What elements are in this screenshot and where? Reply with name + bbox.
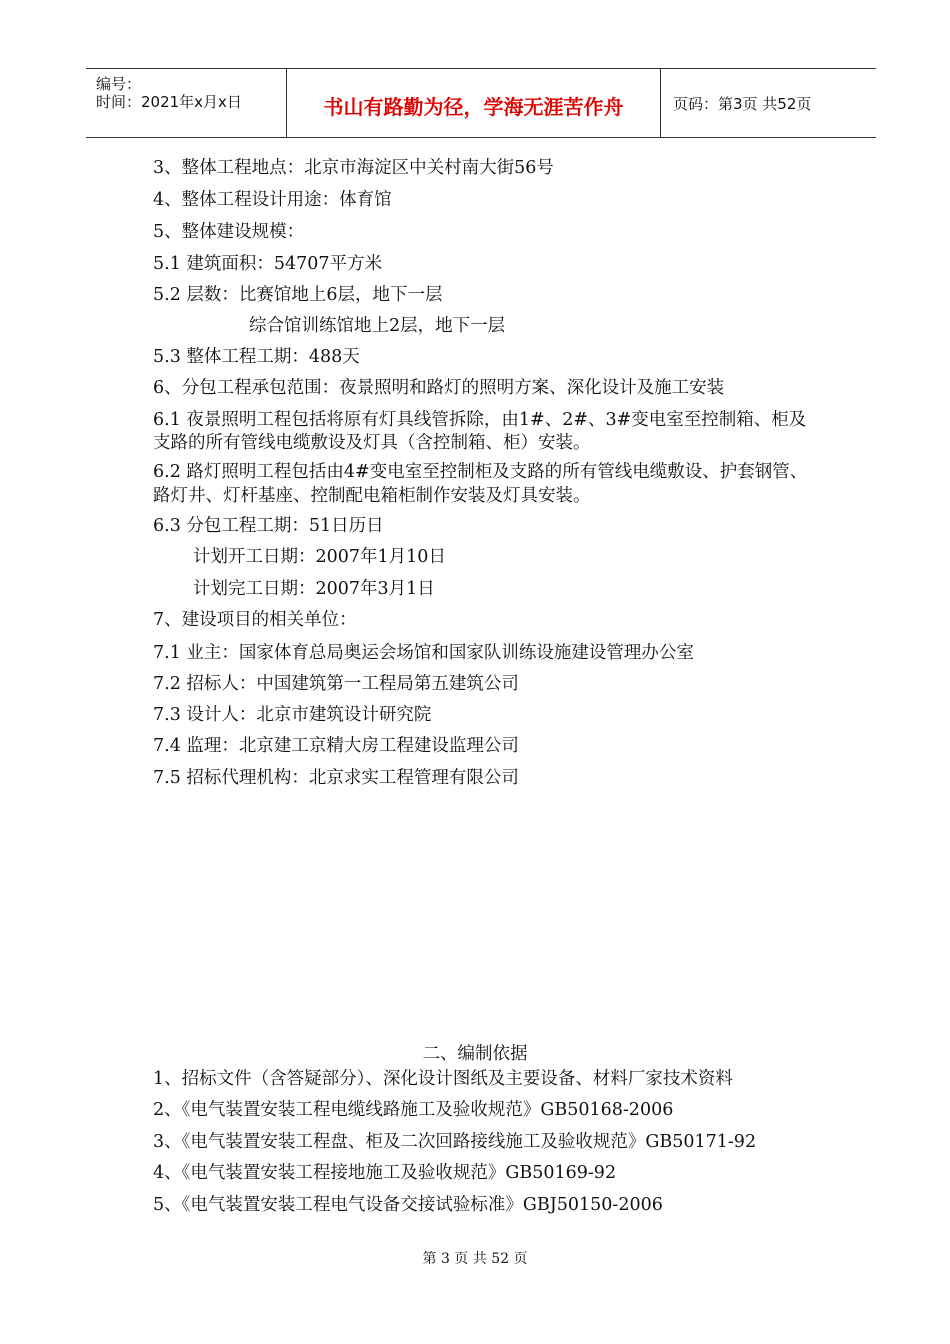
basis-item: 5、《电气装置安装工程电气设备交接试验标准》GBJ50150-2006 — [153, 1195, 663, 1215]
paragraph-line: 7.2 招标人：中国建筑第一工程局第五建筑公司 — [153, 674, 519, 694]
header-meta-cell — [86, 69, 287, 137]
paragraph-line: 7.1 业主：国家体育总局奥运会场馆和国家队训练设施建设管理办公室 — [153, 643, 694, 663]
paragraph-line: 6、分包工程承包范围：夜景照明和路灯的照明方案、深化设计及施工安装 — [153, 378, 725, 398]
paragraph-line: 7、建设项目的相关单位： — [153, 610, 357, 630]
paragraph-line: 综合馆训练馆地上2层，地下一层 — [249, 316, 506, 336]
basis-item: 2、《电气装置安装工程电缆线路施工及验收规范》GB50168-2006 — [153, 1100, 674, 1120]
paragraph-line: 4、整体工程设计用途：体育馆 — [153, 190, 392, 210]
page-header — [86, 68, 876, 138]
basis-item: 4、《电气装置安装工程接地施工及验收规范》GB50169-92 — [153, 1163, 617, 1183]
paragraph-line: 5、整体建设规模： — [153, 222, 305, 242]
section-title: 二、编制依据 — [422, 1044, 528, 1064]
page-footer: 第 3 页 共 52 页 — [422, 1251, 528, 1267]
paragraph-line: 3、整体工程地点：北京市海淀区中关村南大街56号 — [153, 158, 554, 178]
page-info-text: 页码：第3页 共52页 — [673, 95, 812, 113]
paragraph-line: 支路的所有管线电缆敷设及灯具（含控制箱、柜）安装。 — [153, 433, 591, 453]
paragraph-line: 5.1 建筑面积：54707平方米 — [153, 254, 383, 274]
paragraph-line: 7.4 监理：北京建工京精大房工程建设监理公司 — [153, 736, 519, 756]
basis-item: 1、招标文件（含答疑部分）、深化设计图纸及主要设备、材料厂家技术资料 — [153, 1069, 733, 1089]
paragraph-line: 计划开工日期：2007年1月10日 — [193, 547, 446, 567]
paragraph-line: 5.2 层数：比赛馆地上6层，地下一层 — [153, 285, 443, 305]
paragraph-line: 6.2 路灯照明工程包括由4#变电室至控制柜及支路的所有管线电缆敷设、护套钢管、 — [153, 462, 808, 482]
paragraph-line: 计划完工日期：2007年3月1日 — [193, 579, 435, 599]
paragraph-line: 7.5 招标代理机构：北京求实工程管理有限公司 — [153, 768, 519, 788]
page-info-cell — [661, 69, 876, 137]
basis-item: 3、《电气装置安装工程盘、柜及二次回路接线施工及验收规范》GB50171-92 — [153, 1132, 757, 1152]
motto-text: 书山有路勤为径，学海无涯苦作舟 — [323, 95, 624, 119]
paragraph-line: 6.1 夜景照明工程包括将原有灯具线管拆除，由1#、2#、3#变电室至控制箱、柜及 — [153, 410, 807, 430]
paragraph-line: 5.3 整体工程工期：488天 — [153, 347, 360, 367]
time-label: 时间：2021年x月x日 — [96, 93, 242, 111]
paragraph-line: 路灯井、灯杆基座、控制配电箱柜制作安装及灯具安装。 — [153, 486, 591, 506]
motto-cell — [287, 69, 661, 137]
paragraph-line: 7.3 设计人：北京市建筑设计研究院 — [153, 705, 432, 725]
paragraph-line: 6.3 分包工程工期：51日历日 — [153, 516, 384, 536]
number-label: 编号： — [96, 75, 142, 93]
